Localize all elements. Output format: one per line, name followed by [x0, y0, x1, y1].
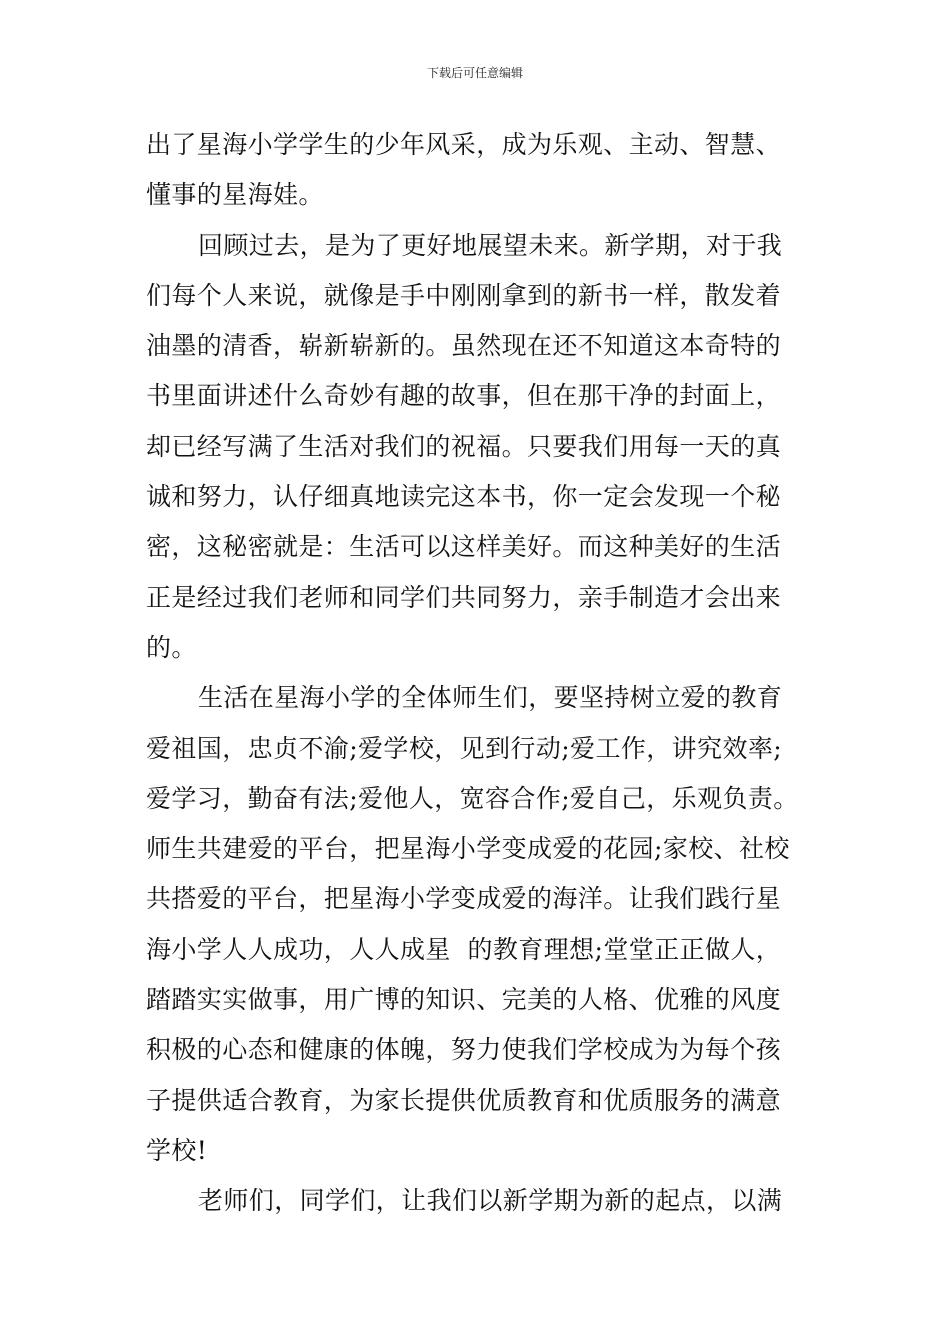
text-line: 爱祖国，忠贞不渝;爱学校，见到行动;爱工作，讲究效率;	[146, 733, 783, 763]
text-line: 书里面讲述什么奇妙有趣的故事，但在那干净的封面上，	[146, 381, 782, 411]
text-line: 学校!	[146, 1135, 208, 1165]
page-header: 下载后可任意编辑	[426, 66, 523, 80]
text-line: 出了星海小学学生的少年风采，成为乐观、主动、智慧、	[146, 130, 782, 159]
text-line: 师生共建爱的平台，把星海小学变成爱的花园;家校、社校	[146, 834, 790, 864]
text-line: 们每个人来说，就像是手中刚刚拿到的新书一样，散发着	[146, 280, 782, 310]
document-body	[146, 120, 826, 1227]
paragraph-start-line: 生活在星海小学的全体师生们，要坚持树立爱的教育	[198, 683, 783, 713]
text-line: 的。	[146, 632, 197, 662]
text-line: 密，这秘密就是：生活可以这样美好。而这种美好的生活	[146, 532, 782, 562]
paragraph-start-line: 老师们，同学们，让我们以新学期为新的起点，以满	[198, 1186, 783, 1216]
text-line: 爱学习，勤奋有法;爱他人，宽容合作;爱自己，乐观负责。	[146, 783, 799, 813]
text-line: 共搭爱的平台，把星海小学变成爱的海洋。让我们践行星	[146, 884, 782, 914]
text-line: 子提供适合教育，为家长提供优质教育和优质服务的满意	[146, 1085, 782, 1115]
text-line: 诚和努力，认仔细真地读完这本书，你一定会发现一个秘	[146, 482, 782, 512]
paragraph-start-line: 回顾过去，是为了更好地展望未来。新学期，对于我	[198, 230, 783, 260]
text-line: 踏踏实实做事，用广博的知识、完美的人格、优雅的风度	[146, 985, 782, 1015]
text-line: 正是经过我们老师和同学们共同努力，亲手制造才会出来	[146, 582, 782, 612]
text-line: 油墨的清香，崭新崭新的。虽然现在还不知道这本奇特的	[146, 331, 782, 361]
text-line: 懂事的星海娃。	[146, 180, 324, 210]
text-line: 海小学人人成功，人人成星 的教育理想;堂堂正正做人，	[146, 934, 782, 964]
text-line: 积极的心态和健康的体魄，努力使我们学校成为为每个孩	[146, 1035, 782, 1065]
text-line: 却已经写满了生活对我们的祝福。只要我们用每一天的真	[146, 431, 782, 461]
